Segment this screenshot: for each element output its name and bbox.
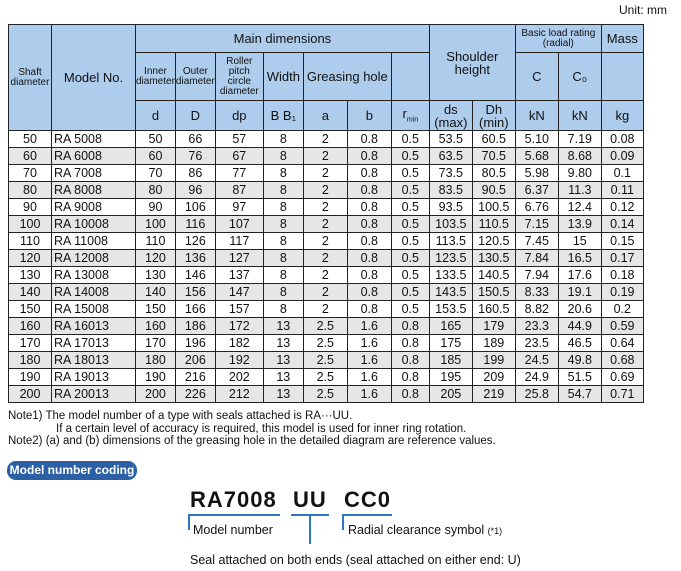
symbol-ds bbox=[429, 101, 472, 131]
cell-B: 13 bbox=[263, 369, 303, 386]
cell-mass: 0.2 bbox=[601, 301, 643, 318]
cell-b: 0.8 bbox=[347, 199, 391, 216]
cell-dh: 120.5 bbox=[472, 233, 515, 250]
cell-a: 2 bbox=[303, 182, 347, 199]
cell-r: 0.5 bbox=[391, 267, 429, 284]
cell-mass: 0.17 bbox=[601, 250, 643, 267]
table-row bbox=[9, 284, 644, 301]
cell-dh: 70.5 bbox=[472, 148, 515, 165]
cell-b: 1.6 bbox=[347, 386, 391, 403]
table-row bbox=[9, 335, 644, 352]
cell-ds: 143.5 bbox=[429, 284, 472, 301]
cell-model: RA 7008 bbox=[52, 165, 136, 182]
cell-r: 0.5 bbox=[391, 182, 429, 199]
label-model-number: Model number bbox=[193, 523, 273, 537]
symbol-B: B B₁ bbox=[263, 101, 303, 131]
cell-B: 8 bbox=[263, 148, 303, 165]
cell-B: 13 bbox=[263, 352, 303, 369]
table-row bbox=[9, 233, 644, 250]
cell-dp: 172 bbox=[215, 318, 263, 335]
cell-shaft: 70 bbox=[9, 165, 52, 182]
cell-b: 0.8 bbox=[347, 216, 391, 233]
cell-shaft: 170 bbox=[9, 335, 52, 352]
cell-D: 66 bbox=[175, 131, 215, 148]
cell-model: RA 10008 bbox=[52, 216, 136, 233]
cell-r: 0.8 bbox=[391, 352, 429, 369]
cell-B: 8 bbox=[263, 165, 303, 182]
cell-c: 24.9 bbox=[515, 369, 558, 386]
cell-mass: 0.18 bbox=[601, 267, 643, 284]
label-clearance bbox=[348, 523, 502, 537]
symbol-r-letter: r bbox=[402, 106, 407, 122]
cell-b: 1.6 bbox=[347, 352, 391, 369]
cell-d: 80 bbox=[136, 182, 176, 199]
label-seal: Seal attached on both ends (seal attached on either end: U) bbox=[190, 553, 521, 567]
cell-c: 7.15 bbox=[515, 216, 558, 233]
model-number-coding-badge: Model number coding bbox=[7, 461, 137, 480]
cell-b: 1.6 bbox=[347, 369, 391, 386]
cell-ds: 73.5 bbox=[429, 165, 472, 182]
cell-ds: 123.5 bbox=[429, 250, 472, 267]
cell-model: RA 16013 bbox=[52, 318, 136, 335]
cell-model: RA 15008 bbox=[52, 301, 136, 318]
cell-c: 7.94 bbox=[515, 267, 558, 284]
cell-shaft: 90 bbox=[9, 199, 52, 216]
cell-dh: 150.5 bbox=[472, 284, 515, 301]
cell-ds: 153.5 bbox=[429, 301, 472, 318]
cell-B: 8 bbox=[263, 267, 303, 284]
cell-c: 7.45 bbox=[515, 233, 558, 250]
cell-b: 0.8 bbox=[347, 284, 391, 301]
cell-dp: 182 bbox=[215, 335, 263, 352]
header-r-blank bbox=[391, 53, 429, 101]
cell-d: 190 bbox=[136, 369, 176, 386]
cell-d: 180 bbox=[136, 352, 176, 369]
header-outer-diameter: Outer diameter bbox=[175, 53, 215, 101]
cell-mass: 0.14 bbox=[601, 216, 643, 233]
cell-r: 0.5 bbox=[391, 165, 429, 182]
table-row bbox=[9, 352, 644, 369]
table-body bbox=[9, 131, 644, 403]
header-shoulder-height: Shoulder height bbox=[429, 25, 515, 101]
cell-b: 0.8 bbox=[347, 250, 391, 267]
cell-dp: 87 bbox=[215, 182, 263, 199]
cell-d: 170 bbox=[136, 335, 176, 352]
cell-r: 0.8 bbox=[391, 335, 429, 352]
cell-d: 60 bbox=[136, 148, 176, 165]
cell-c: 24.5 bbox=[515, 352, 558, 369]
cell-c: 23.5 bbox=[515, 335, 558, 352]
cell-dp: 212 bbox=[215, 386, 263, 403]
cell-ds: 103.5 bbox=[429, 216, 472, 233]
table-row bbox=[9, 216, 644, 233]
cell-b: 0.8 bbox=[347, 165, 391, 182]
cell-c0: 20.6 bbox=[558, 301, 601, 318]
cell-dp: 127 bbox=[215, 250, 263, 267]
cell-D: 106 bbox=[175, 199, 215, 216]
cell-model: RA 8008 bbox=[52, 182, 136, 199]
cell-shaft: 150 bbox=[9, 301, 52, 318]
symbol-D: D bbox=[175, 101, 215, 131]
cell-c0: 54.7 bbox=[558, 386, 601, 403]
cell-B: 8 bbox=[263, 233, 303, 250]
symbol-dp: dp bbox=[215, 101, 263, 131]
cell-shaft: 160 bbox=[9, 318, 52, 335]
cell-dp: 202 bbox=[215, 369, 263, 386]
cell-d: 130 bbox=[136, 267, 176, 284]
cell-b: 1.6 bbox=[347, 318, 391, 335]
connector-model bbox=[188, 514, 190, 530]
unit-c: kN bbox=[515, 101, 558, 131]
cell-a: 2 bbox=[303, 165, 347, 182]
table-row bbox=[9, 131, 644, 148]
cell-ds: 133.5 bbox=[429, 267, 472, 284]
cell-dp: 77 bbox=[215, 165, 263, 182]
cell-B: 8 bbox=[263, 250, 303, 267]
cell-r: 0.8 bbox=[391, 386, 429, 403]
cell-dh: 209 bbox=[472, 369, 515, 386]
cell-model: RA 20013 bbox=[52, 386, 136, 403]
code-seal: UU bbox=[293, 487, 327, 512]
table-row bbox=[9, 182, 644, 199]
cell-c: 23.3 bbox=[515, 318, 558, 335]
cell-shaft: 100 bbox=[9, 216, 52, 233]
cell-c: 6.76 bbox=[515, 199, 558, 216]
cell-ds: 205 bbox=[429, 386, 472, 403]
cell-r: 0.8 bbox=[391, 369, 429, 386]
cell-r: 0.5 bbox=[391, 250, 429, 267]
cell-d: 70 bbox=[136, 165, 176, 182]
specification-table bbox=[8, 24, 644, 403]
cell-a: 2 bbox=[303, 250, 347, 267]
cell-c0: 46.5 bbox=[558, 335, 601, 352]
cell-dh: 60.5 bbox=[472, 131, 515, 148]
cell-d: 140 bbox=[136, 284, 176, 301]
cell-r: 0.5 bbox=[391, 233, 429, 250]
cell-ds: 175 bbox=[429, 335, 472, 352]
cell-shaft: 110 bbox=[9, 233, 52, 250]
cell-D: 216 bbox=[175, 369, 215, 386]
cell-shaft: 180 bbox=[9, 352, 52, 369]
cell-mass: 0.59 bbox=[601, 318, 643, 335]
cell-d: 50 bbox=[136, 131, 176, 148]
cell-mass: 0.71 bbox=[601, 386, 643, 403]
header-c: C bbox=[515, 53, 558, 101]
cell-shaft: 190 bbox=[9, 369, 52, 386]
cell-c: 6.37 bbox=[515, 182, 558, 199]
cell-dh: 100.5 bbox=[472, 199, 515, 216]
table-row bbox=[9, 250, 644, 267]
cell-ds: 185 bbox=[429, 352, 472, 369]
cell-a: 2.5 bbox=[303, 386, 347, 403]
cell-a: 2 bbox=[303, 267, 347, 284]
cell-mass: 0.69 bbox=[601, 369, 643, 386]
cell-dh: 90.5 bbox=[472, 182, 515, 199]
cell-dp: 117 bbox=[215, 233, 263, 250]
cell-dh: 110.5 bbox=[472, 216, 515, 233]
unit-c0: kN bbox=[558, 101, 601, 131]
cell-r: 0.8 bbox=[391, 318, 429, 335]
cell-B: 8 bbox=[263, 284, 303, 301]
cell-D: 126 bbox=[175, 233, 215, 250]
cell-c: 5.10 bbox=[515, 131, 558, 148]
cell-b: 0.8 bbox=[347, 182, 391, 199]
cell-c: 7.84 bbox=[515, 250, 558, 267]
symbol-ds-max: (max) bbox=[434, 114, 468, 130]
cell-model: RA 5008 bbox=[52, 131, 136, 148]
cell-r: 0.5 bbox=[391, 301, 429, 318]
unit-mass: kg bbox=[601, 101, 643, 131]
note-2: Note2) (a) and (b) dimensions of the greasing hole in the detailed diagram are reference values. bbox=[8, 435, 496, 447]
cell-a: 2 bbox=[303, 284, 347, 301]
cell-a: 2.5 bbox=[303, 335, 347, 352]
cell-c0: 7.19 bbox=[558, 131, 601, 148]
cell-ds: 165 bbox=[429, 318, 472, 335]
cell-b: 0.8 bbox=[347, 131, 391, 148]
cell-ds: 63.5 bbox=[429, 148, 472, 165]
cell-dp: 192 bbox=[215, 352, 263, 369]
cell-mass: 0.09 bbox=[601, 148, 643, 165]
notes bbox=[8, 410, 496, 448]
table-row bbox=[9, 199, 644, 216]
connector-clearance bbox=[342, 514, 344, 530]
header-model-no: Model No. bbox=[52, 25, 136, 131]
cell-a: 2 bbox=[303, 199, 347, 216]
cell-ds: 113.5 bbox=[429, 233, 472, 250]
cell-c: 5.98 bbox=[515, 165, 558, 182]
header-c0: C₀ bbox=[558, 53, 601, 101]
cell-c0: 17.6 bbox=[558, 267, 601, 284]
underline-model bbox=[188, 514, 280, 516]
cell-d: 110 bbox=[136, 233, 176, 250]
cell-D: 116 bbox=[175, 216, 215, 233]
cell-c: 5.68 bbox=[515, 148, 558, 165]
header-inner-diameter: Inner diameter bbox=[136, 53, 176, 101]
cell-model: RA 9008 bbox=[52, 199, 136, 216]
symbol-d: d bbox=[136, 101, 176, 131]
cell-c0: 8.68 bbox=[558, 148, 601, 165]
header-width: Width bbox=[263, 53, 303, 101]
cell-d: 160 bbox=[136, 318, 176, 335]
cell-a: 2 bbox=[303, 148, 347, 165]
cell-B: 8 bbox=[263, 182, 303, 199]
table-row bbox=[9, 148, 644, 165]
symbol-dh-letter: Dh bbox=[485, 101, 503, 117]
symbol-ds-letter: ds bbox=[443, 101, 458, 117]
header-main-dimensions: Main dimensions bbox=[136, 25, 430, 53]
cell-B: 13 bbox=[263, 335, 303, 352]
cell-dp: 147 bbox=[215, 284, 263, 301]
cell-b: 0.8 bbox=[347, 148, 391, 165]
cell-a: 2.5 bbox=[303, 352, 347, 369]
cell-ds: 53.5 bbox=[429, 131, 472, 148]
header-mass-blank bbox=[601, 53, 643, 101]
cell-dh: 179 bbox=[472, 318, 515, 335]
cell-dh: 189 bbox=[472, 335, 515, 352]
cell-c0: 16.5 bbox=[558, 250, 601, 267]
cell-b: 0.8 bbox=[347, 233, 391, 250]
note-1: Note1) The model number of a type with seals attached is RA···UU. bbox=[8, 410, 353, 422]
table-row bbox=[9, 267, 644, 284]
symbol-dh bbox=[472, 101, 515, 131]
table-row bbox=[9, 318, 644, 335]
cell-dp: 107 bbox=[215, 216, 263, 233]
cell-mass: 0.11 bbox=[601, 182, 643, 199]
cell-shaft: 120 bbox=[9, 250, 52, 267]
cell-B: 8 bbox=[263, 131, 303, 148]
cell-a: 2 bbox=[303, 216, 347, 233]
cell-c0: 12.4 bbox=[558, 199, 601, 216]
cell-mass: 0.68 bbox=[601, 352, 643, 369]
cell-mass: 0.08 bbox=[601, 131, 643, 148]
cell-dh: 160.5 bbox=[472, 301, 515, 318]
table-row bbox=[9, 301, 644, 318]
cell-model: RA 6008 bbox=[52, 148, 136, 165]
cell-shaft: 140 bbox=[9, 284, 52, 301]
cell-dp: 157 bbox=[215, 301, 263, 318]
cell-mass: 0.1 bbox=[601, 165, 643, 182]
cell-dh: 219 bbox=[472, 386, 515, 403]
cell-c0: 15 bbox=[558, 233, 601, 250]
header-greasing-hole: Greasing hole bbox=[303, 53, 391, 101]
cell-model: RA 14008 bbox=[52, 284, 136, 301]
cell-D: 196 bbox=[175, 335, 215, 352]
cell-shaft: 80 bbox=[9, 182, 52, 199]
cell-ds: 93.5 bbox=[429, 199, 472, 216]
cell-dp: 137 bbox=[215, 267, 263, 284]
cell-dh: 80.5 bbox=[472, 165, 515, 182]
cell-B: 13 bbox=[263, 318, 303, 335]
cell-D: 96 bbox=[175, 182, 215, 199]
cell-B: 8 bbox=[263, 199, 303, 216]
cell-c: 8.33 bbox=[515, 284, 558, 301]
cell-d: 100 bbox=[136, 216, 176, 233]
cell-shaft: 50 bbox=[9, 131, 52, 148]
cell-mass: 0.12 bbox=[601, 199, 643, 216]
cell-model: RA 11008 bbox=[52, 233, 136, 250]
cell-model: RA 18013 bbox=[52, 352, 136, 369]
cell-c0: 51.5 bbox=[558, 369, 601, 386]
connector-seal bbox=[309, 514, 311, 544]
header-roller-pcd: Roller pitch circle diameter bbox=[215, 53, 263, 101]
cell-shaft: 130 bbox=[9, 267, 52, 284]
cell-d: 200 bbox=[136, 386, 176, 403]
header-basic-load-rating: Basic load rating (radial) bbox=[515, 25, 601, 53]
cell-b: 0.8 bbox=[347, 301, 391, 318]
cell-b: 1.6 bbox=[347, 335, 391, 352]
cell-b: 0.8 bbox=[347, 267, 391, 284]
cell-mass: 0.15 bbox=[601, 233, 643, 250]
cell-D: 146 bbox=[175, 267, 215, 284]
table-row bbox=[9, 369, 644, 386]
cell-model: RA 13008 bbox=[52, 267, 136, 284]
cell-c0: 11.3 bbox=[558, 182, 601, 199]
cell-dp: 67 bbox=[215, 148, 263, 165]
cell-dh: 130.5 bbox=[472, 250, 515, 267]
cell-d: 150 bbox=[136, 301, 176, 318]
cell-r: 0.5 bbox=[391, 216, 429, 233]
cell-mass: 0.19 bbox=[601, 284, 643, 301]
symbol-dh-min: (min) bbox=[479, 114, 509, 130]
cell-dp: 57 bbox=[215, 131, 263, 148]
code-clearance: CC0 bbox=[344, 487, 392, 512]
cell-a: 2 bbox=[303, 301, 347, 318]
cell-shaft: 200 bbox=[9, 386, 52, 403]
cell-a: 2.5 bbox=[303, 369, 347, 386]
cell-D: 166 bbox=[175, 301, 215, 318]
cell-d: 90 bbox=[136, 199, 176, 216]
cell-r: 0.5 bbox=[391, 148, 429, 165]
cell-ds: 83.5 bbox=[429, 182, 472, 199]
symbol-a: a bbox=[303, 101, 347, 131]
cell-dh: 140.5 bbox=[472, 267, 515, 284]
symbol-r-sub: min bbox=[406, 116, 419, 124]
cell-D: 86 bbox=[175, 165, 215, 182]
symbol-b: b bbox=[347, 101, 391, 131]
cell-D: 76 bbox=[175, 148, 215, 165]
code-model-number: RA7008 bbox=[190, 487, 277, 512]
cell-B: 8 bbox=[263, 216, 303, 233]
cell-c0: 13.9 bbox=[558, 216, 601, 233]
cell-r: 0.5 bbox=[391, 131, 429, 148]
cell-ds: 195 bbox=[429, 369, 472, 386]
symbol-r bbox=[391, 101, 429, 131]
cell-shaft: 60 bbox=[9, 148, 52, 165]
header-shaft-diameter: Shaft diameter bbox=[9, 25, 52, 131]
cell-a: 2 bbox=[303, 131, 347, 148]
table-row bbox=[9, 386, 644, 403]
cell-B: 13 bbox=[263, 386, 303, 403]
underline-clearance bbox=[342, 514, 392, 516]
label-clearance-text: Radial clearance symbol bbox=[348, 523, 485, 537]
cell-dp: 97 bbox=[215, 199, 263, 216]
cell-c0: 44.9 bbox=[558, 318, 601, 335]
cell-c0: 19.1 bbox=[558, 284, 601, 301]
note-1-continued: If a certain level of accuracy is required, this model is used for inner ring rotation. bbox=[56, 422, 467, 435]
cell-D: 186 bbox=[175, 318, 215, 335]
cell-D: 206 bbox=[175, 352, 215, 369]
cell-D: 136 bbox=[175, 250, 215, 267]
table-row bbox=[9, 165, 644, 182]
cell-c: 25.8 bbox=[515, 386, 558, 403]
cell-model: RA 17013 bbox=[52, 335, 136, 352]
unit-label: Unit: mm bbox=[619, 3, 667, 17]
cell-a: 2.5 bbox=[303, 318, 347, 335]
cell-r: 0.5 bbox=[391, 199, 429, 216]
header-mass: Mass bbox=[601, 25, 643, 53]
cell-c0: 9.80 bbox=[558, 165, 601, 182]
cell-r: 0.5 bbox=[391, 284, 429, 301]
cell-B: 8 bbox=[263, 301, 303, 318]
cell-c: 8.82 bbox=[515, 301, 558, 318]
cell-D: 156 bbox=[175, 284, 215, 301]
cell-model: RA 19013 bbox=[52, 369, 136, 386]
cell-mass: 0.64 bbox=[601, 335, 643, 352]
label-clearance-note: (*1) bbox=[487, 526, 503, 536]
cell-c0: 49.8 bbox=[558, 352, 601, 369]
cell-d: 120 bbox=[136, 250, 176, 267]
cell-model: RA 12008 bbox=[52, 250, 136, 267]
cell-a: 2 bbox=[303, 233, 347, 250]
cell-D: 226 bbox=[175, 386, 215, 403]
cell-dh: 199 bbox=[472, 352, 515, 369]
